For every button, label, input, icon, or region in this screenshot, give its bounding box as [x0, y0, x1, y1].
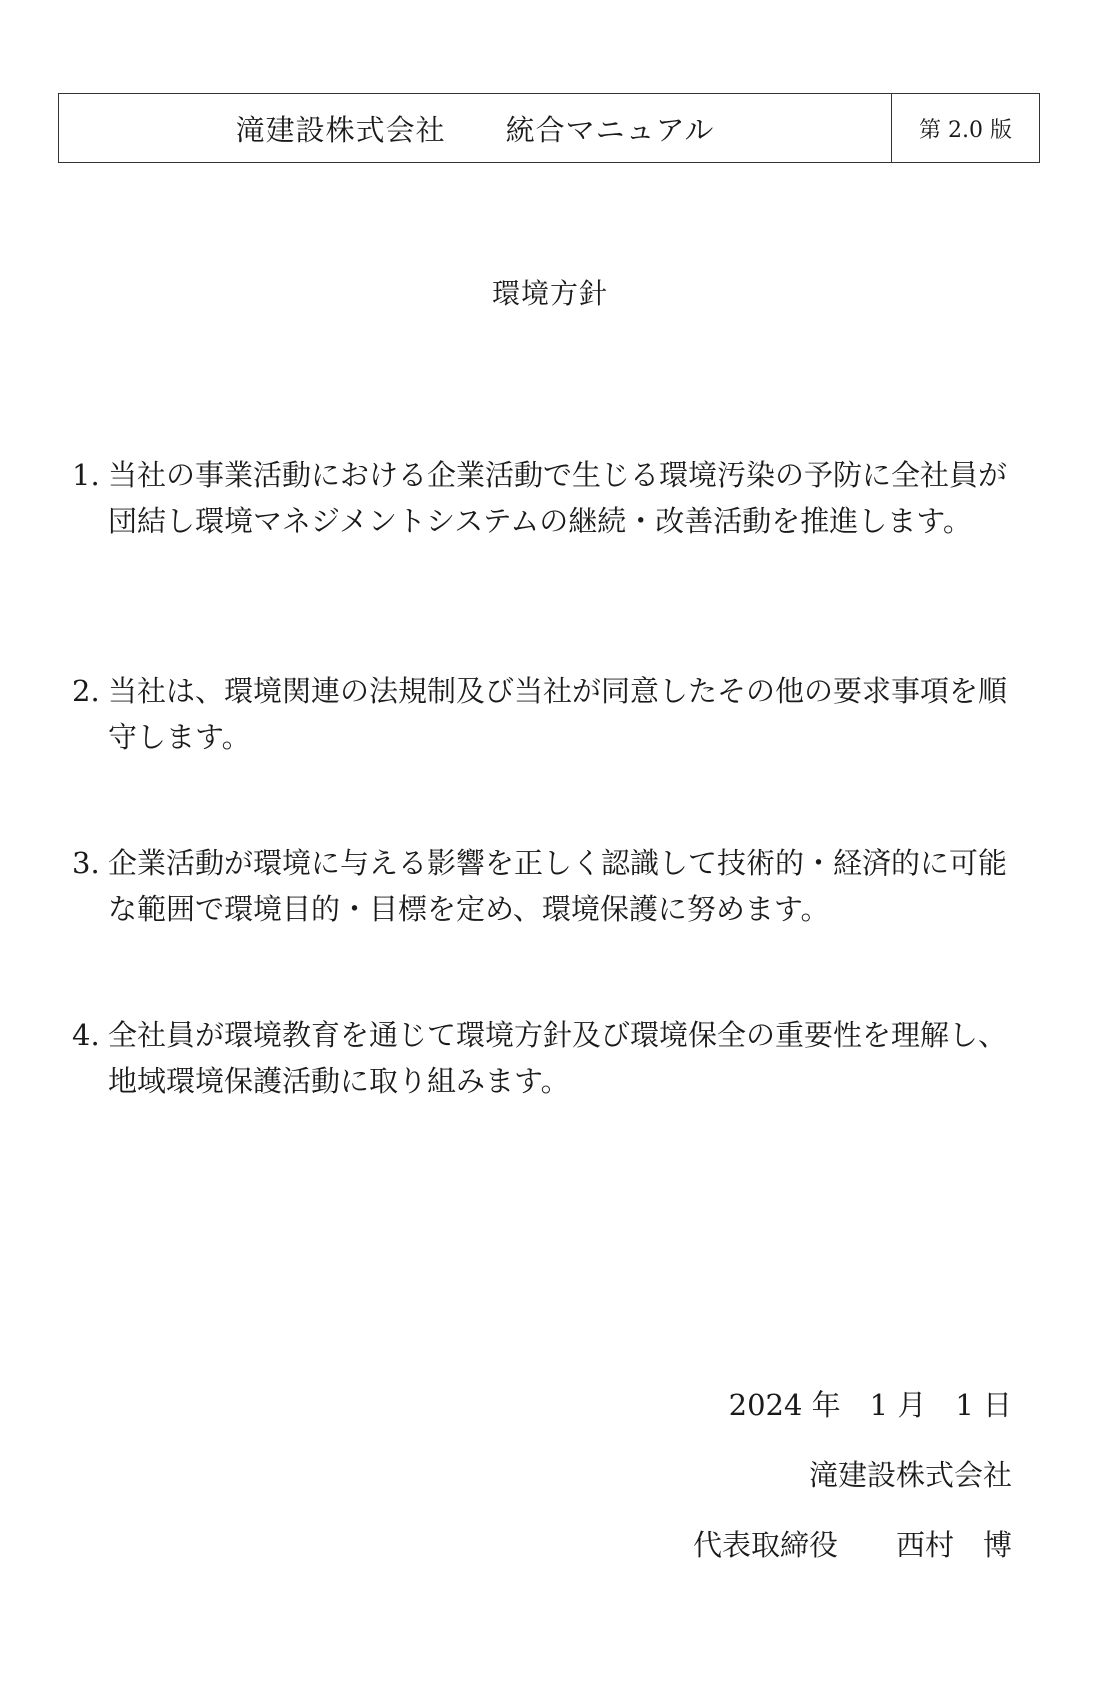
policy-text: 全社員が環境教育を通じて環境方針及び環境保全の重要性を理解し、地域環境保護活動に取り組みます。 [108, 1018, 1008, 1098]
company-name: 滝建設株式会社 [808, 1458, 1012, 1492]
policy-number: 1. [72, 458, 100, 492]
policy-text: 当社の事業活動における企業活動で生じる環境汚染の予防に全社員が団結し環境マネジメントシステムの継続・改善活動を推進します。 [108, 458, 1008, 538]
version-label: 第 2.0 版 [919, 117, 1012, 143]
representative-name: 代表取締役 西村 博 [692, 1528, 1012, 1562]
signature-block [693, 1370, 1012, 1580]
policy-text: 当社は、環境関連の法規制及び当社が同意したその他の要求事項を順守します。 [108, 674, 1008, 754]
policy-item-3 [72, 840, 1032, 932]
policy-number: 2. [72, 674, 100, 708]
issue-date: 2024 年 1 月 1 日 [728, 1388, 1012, 1422]
policy-item-2 [72, 668, 1032, 760]
policy-item-4 [72, 1012, 1032, 1104]
policy-text: 企業活動が環境に与える影響を正しく認識して技術的・経済的に可能な範囲で環境目的・目標を定め、環境保護に努めます。 [108, 846, 1008, 926]
document-header [58, 93, 1040, 163]
policy-number: 3. [72, 846, 100, 880]
header-title: 滝建設株式会社 統合マニュアル [59, 94, 892, 162]
policy-number: 4. [72, 1018, 100, 1052]
policy-item-1 [72, 452, 1032, 544]
page-title: 環境方針 [491, 277, 608, 310]
